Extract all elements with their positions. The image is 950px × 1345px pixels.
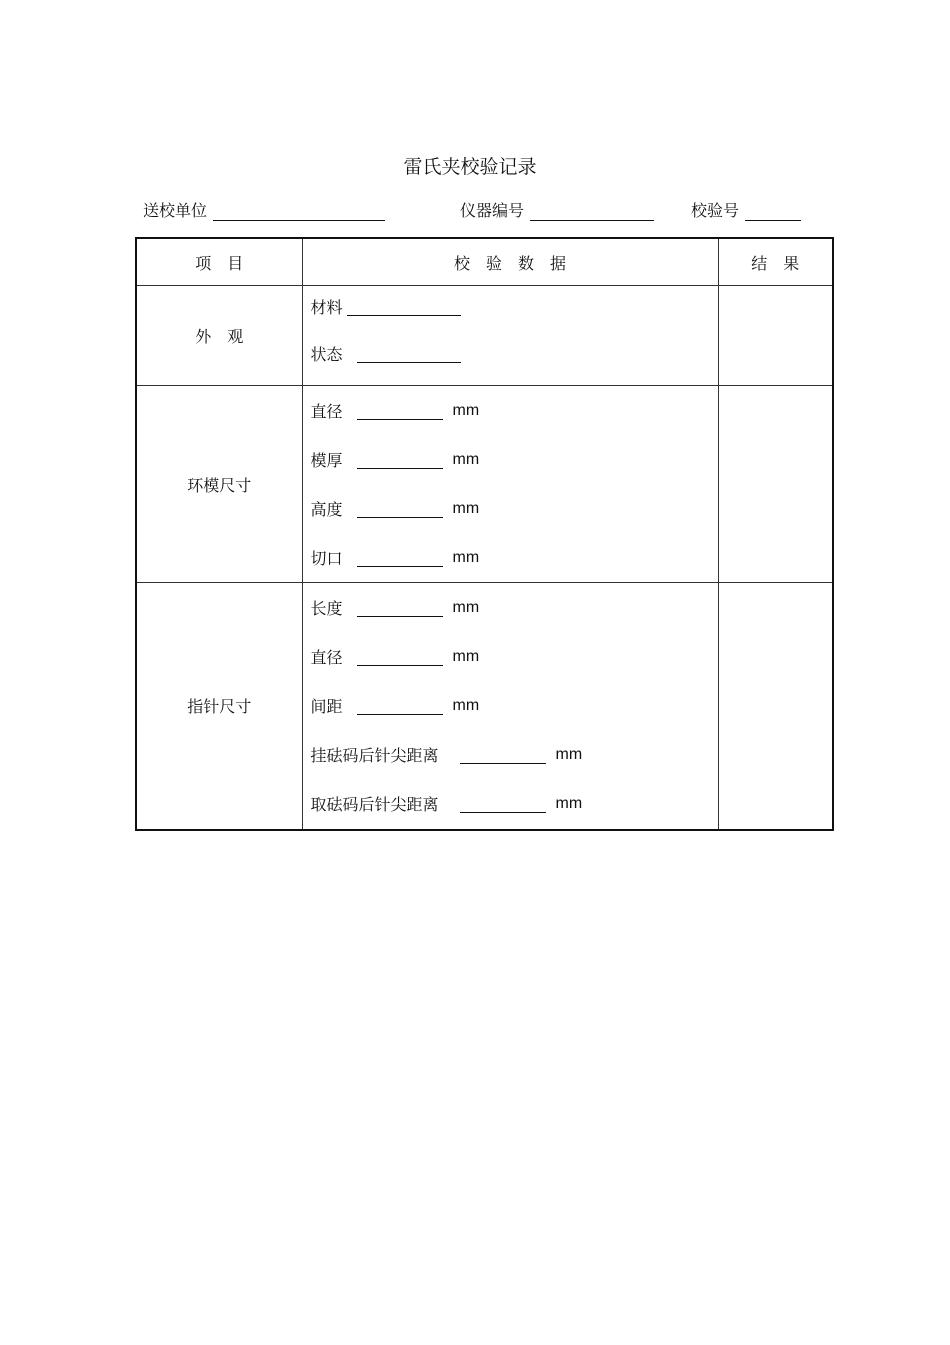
data-label: 高度 [310, 500, 343, 519]
check-number-label: 校验号 [691, 201, 740, 220]
table-row-pointer [136, 583, 833, 830]
value-blank[interactable] [357, 503, 443, 518]
table-header-row [136, 238, 833, 286]
data-cell [302, 583, 718, 830]
section-name: 外 观 [136, 286, 302, 386]
unit-label: mm [452, 647, 480, 665]
data-cell [302, 286, 718, 386]
section-name: 环模尺寸 [136, 386, 302, 583]
unit-label: mm [452, 499, 480, 517]
data-line [311, 779, 718, 828]
col-item-header: 项 目 [136, 238, 302, 286]
data-label: 直径 [310, 402, 343, 421]
section-name: 指针尺寸 [136, 583, 302, 830]
page-title: 雷氏夹校验记录 [403, 156, 537, 178]
value-blank[interactable] [460, 798, 546, 813]
data-line [311, 484, 718, 533]
data-label: 直径 [310, 648, 343, 667]
data-label: 长度 [310, 599, 343, 618]
instrument-number-label: 仪器编号 [460, 201, 525, 220]
submitting-unit-label: 送校单位 [143, 201, 208, 220]
unit-label: mm [452, 450, 480, 468]
value-blank[interactable] [460, 749, 546, 764]
status-blank[interactable] [357, 348, 461, 363]
material-blank[interactable] [347, 301, 461, 316]
data-line [311, 435, 718, 484]
data-cell [302, 386, 718, 583]
col-data-header: 校 验 数 据 [302, 238, 718, 286]
unit-label: mm [452, 598, 480, 616]
data-label: 切口 [310, 549, 343, 568]
table-row-appearance [136, 286, 833, 386]
unit-label: mm [452, 548, 480, 566]
data-line [311, 730, 718, 779]
submitting-unit-field [143, 198, 385, 221]
calibration-table [135, 237, 834, 831]
value-blank[interactable] [357, 454, 443, 469]
value-blank[interactable] [357, 552, 443, 567]
unit-label: mm [555, 745, 583, 763]
data-label: 取砝码后针尖距离 [310, 795, 439, 814]
unit-label: mm [452, 696, 480, 714]
unit-label: mm [452, 401, 480, 419]
value-blank[interactable] [357, 700, 443, 715]
value-blank[interactable] [357, 651, 443, 666]
result-cell[interactable] [718, 583, 833, 830]
instrument-number-blank[interactable] [530, 204, 654, 221]
submitting-unit-blank[interactable] [213, 204, 385, 221]
data-line [311, 286, 718, 326]
data-label: 状态 [310, 344, 343, 364]
data-label: 挂砝码后针尖距离 [310, 746, 439, 765]
value-blank[interactable] [357, 405, 443, 420]
data-line [311, 386, 718, 435]
data-line [311, 681, 718, 730]
data-line [311, 583, 718, 632]
table-row-ring-mold [136, 386, 833, 583]
data-line [311, 632, 718, 681]
unit-label: mm [555, 794, 583, 812]
value-blank[interactable] [357, 602, 443, 617]
col-result-header: 结 果 [718, 238, 833, 286]
data-label: 材料 [310, 297, 343, 317]
instrument-number-field [460, 198, 654, 221]
data-label: 间距 [310, 697, 343, 716]
result-cell[interactable] [718, 386, 833, 583]
result-cell[interactable] [718, 286, 833, 386]
check-number-blank[interactable] [745, 204, 801, 221]
check-number-field [691, 198, 801, 221]
data-label: 模厚 [310, 451, 343, 470]
data-line [311, 326, 718, 380]
data-line [311, 533, 718, 582]
